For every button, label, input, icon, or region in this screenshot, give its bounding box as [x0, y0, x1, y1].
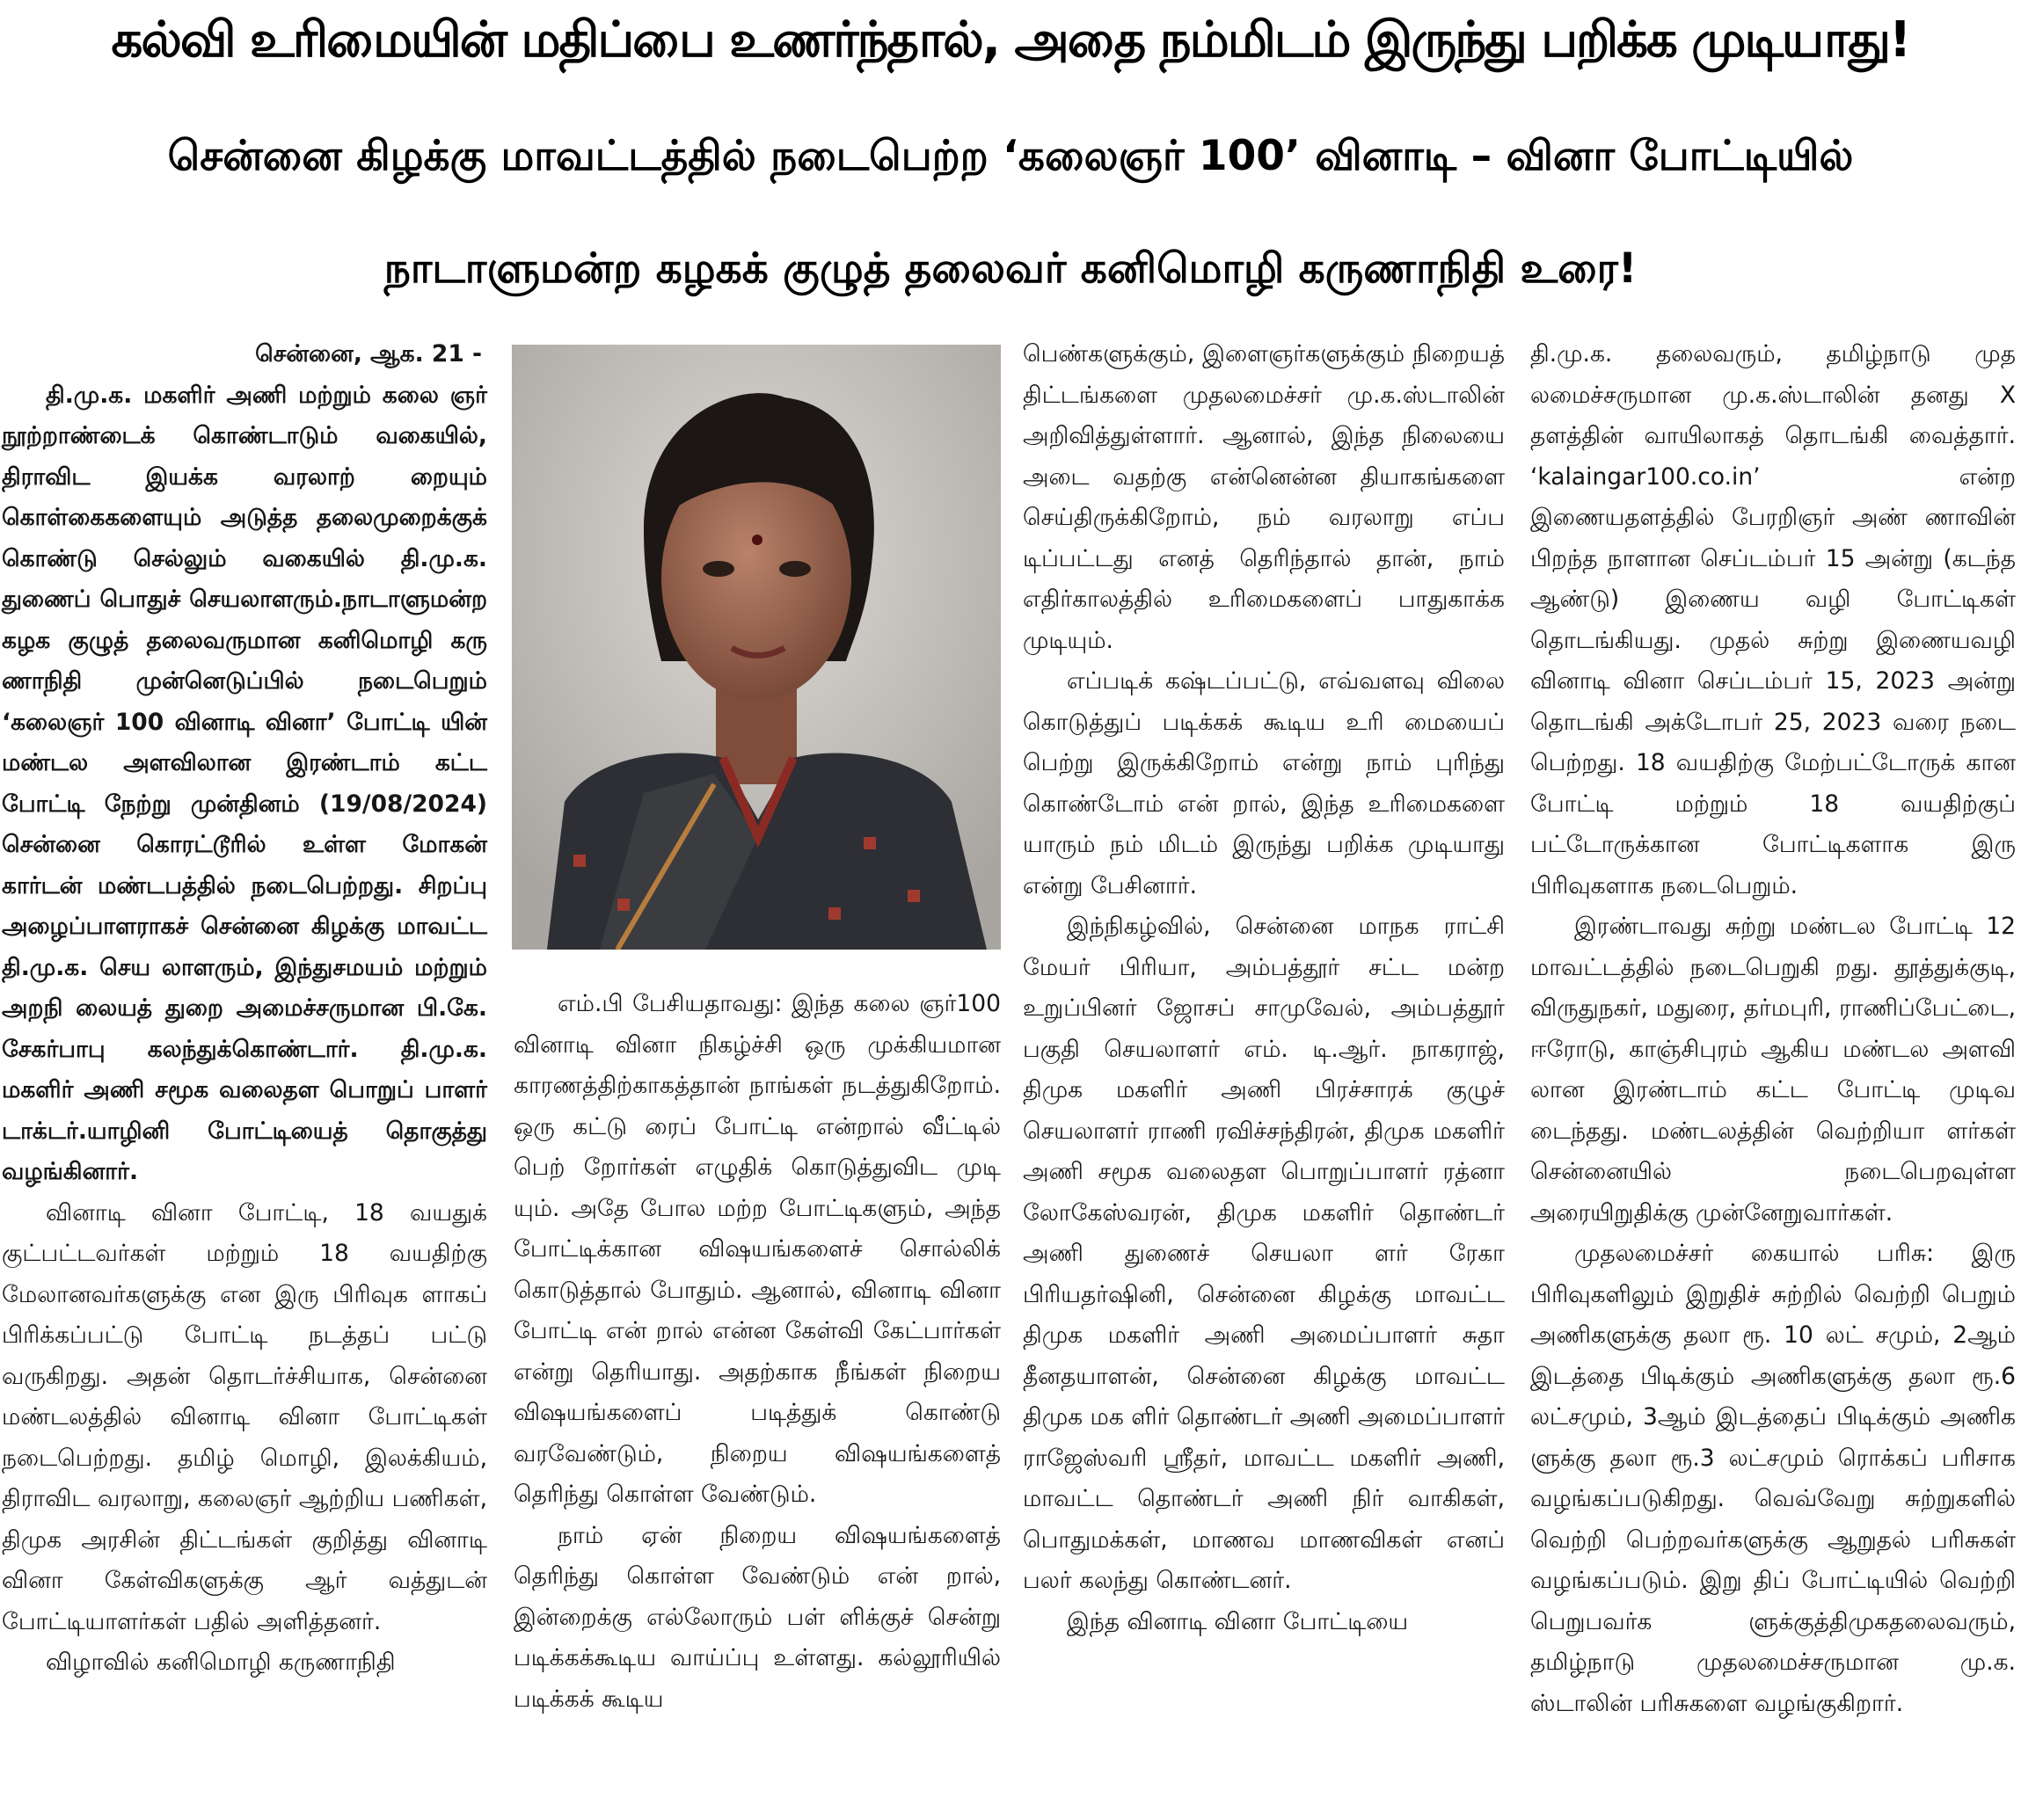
article-column-2 [514, 984, 1001, 1720]
paragraph: தி.மு.க. தலைவரும், தமிழ்நாடு முத லமைச்சருமான மு.க.ஸ்டாலின் தனது X தளத்தின் வாயிலாகத் தொடங்கி வைத்தார். ‘kalaingar100.co.in’ என்ற இணையதளத்தில் பேரறிஞர் அண் ணாவின் பிறந்த நாளான செப்டம்பர் 15 அன்று (கடந்த ஆண்டு) இணைய வழி போட்டிகள் தொடங்கியது. முதல் சுற்று இணையவழி வினாடி வினா செப்டம்பர் 15, 2023 அன்று தொடங்கி அக்டோபர் 25, 2023 வரை நடை பெற்றது. 18 வயதிற்கு மேற்பட்டோருக் கான போட்டி மற்றும் 18 வயதிற்குப் பட்டோருக்கான போட்டிகளாக இரு பிரிவுகளாக நடைபெறும். [1530, 340, 2016, 899]
article-column-1 [2, 334, 487, 1684]
paragraph: முதலமைச்சர் கையால் பரிசு: இரு பிரிவுகளிலும் இறுதிச் சுற்றில் வெற்றி பெறும் அணிகளுக்கு தலா ரூ. 10 லட் சமும், 2ஆம் இடத்தை பிடிக்கும் அணிகளுக்கு தலா ரூ.6 லட்சமும், 3ஆம் இடத்தைப் பிடிக்கும் அணிக ளுக்கு தலா ரூ.3 லட்சமும் ரொக்கப் பரிசாக வழங்கப்படுகிறது. வெவ்வேறு சுற்றுகளில் வெற்றி பெற்றவர்களுக்கு ஆறுதல் பரிசுகள் வழங்கப்படும். இறு திப் போட்டியில் வெற்றி பெறுபவர்க ளுக்குத்திமுகதலைவரும், தமிழ்நாடு முதலமைச்சருமான மு.க. ஸ்டாலின் பரிசுகளை வழங்குகிறார். [1530, 1240, 2016, 1717]
article-column-4 [1530, 334, 2016, 1724]
paragraph: இந்த வினாடி வினா போட்டியை [1067, 1607, 1409, 1635]
lead-paragraph: தி.மு.க. மகளிர் அணி மற்றும் கலை ஞர் நூற்றாண்டைக் கொண்டாடும் வகையில், திராவிட இயக்க வரலாற் றையும் கொள்கைகளையும் அடுத்த தலைமுறைக்குக் கொண்டு செல்லும் வகையில் தி.மு.க. துணைப் பொதுச் செயலாளரும்.நாடாளுமன்ற கழக குழுத் தலைவருமான கனிமொழி கரு ணாநிதி முன்னெடுப்பில் நடைபெறும் ‘கலைஞர் 100 வினாடி வினா’ போட்டி யின் மண்டல அளவிலான இரண்டாம் கட்ட போட்டி நேற்று முன்தினம் (19/08/2024) சென்னை கொரட்டூரில் உள்ள மோகன் கார்டன் மண்டபத்தில் நடைபெற்றது. சிறப்பு அழைப்பாளராகச் சென்னை கிழக்கு மாவட்ட தி.மு.க. செய லாளரும், இந்துசமயம் மற்றும் அறநி லையத் துறை அமைச்சருமான பி.கே. சேகர்பாபு கலந்துக்கொண்டார். தி.மு.க. மகளிர் அணி சமூக வலைதள பொறுப் பாளர் டாக்டர்.யாழினி போட்டியைத் தொகுத்து வழங்கினார். [2, 381, 487, 1185]
speaker-photo [512, 345, 1001, 950]
paragraph: வினாடி வினா போட்டி, 18 வயதுக் குட்பட்டவர்கள் மற்றும் 18 வயதிற்கு மேலானவர்களுக்கு என இரு பிரிவுக ளாகப் பிரிக்கப்பட்டு போட்டி நடத்தப் பட்டு வருகிறது. அதன் தொடர்ச்சியாக, சென்னை மண்டலத்தில் வினாடி வினா போட்டிகள் நடைபெற்றது. தமிழ் மொழி, இலக்கியம், திராவிட வரலாறு, கலைஞர் ஆற்றிய பணிகள், திமுக அரசின் திட்டங்கள் குறித்து வினாடி வினா கேள்விகளுக்கு ஆர் வத்துடன் போட்டியாளர்கள் பதில் அளித்தனர். [2, 1198, 487, 1635]
subheadline-2: நாடாளுமன்ற கழகக் குழுத் தலைவர் கனிமொழி கருணாநிதி உரை! [383, 244, 1638, 293]
article-column-3 [1023, 334, 1505, 1642]
dateline: சென்னை, ஆக. 21 - [255, 340, 482, 368]
portrait-illustration [512, 345, 1001, 950]
subheadline-1: சென்னை கிழக்கு மாவட்டத்தில் நடைபெற்ற ‘கலைஞர் 100’ வினாடி – வினா போட்டியில் [167, 132, 1854, 180]
paragraph: பெண்களுக்கும், இளைஞர்களுக்கும் நிறையத் திட்டங்களை முதலமைச்சர் மு.க.ஸ்டாலின் அறிவித்துள்ளார். ஆனால், இந்த நிலையை அடை வதற்கு என்னென்ன தியாகங்களை செய்திருக்கிறோம், நம் வரலாறு எப்ப டிப்பட்டது எனத் தெரிந்தால் தான், நாம் எதிர்காலத்தில் உரிமைகளைப் பாதுகாக்க முடியும். [1023, 340, 1505, 654]
headline: கல்வி உரிமையின் மதிப்பை உணர்ந்தால், அதை நம்மிடம் இருந்து பறிக்க முடியாது! [111, 11, 1910, 69]
paragraph: இந்நிகழ்வில், சென்னை மாநக ராட்சி மேயர் பிரியா, அம்பத்தூர் சட்ட மன்ற உறுப்பினர் ஜோசப் சாமுவேல், அம்பத்தூர் பகுதி செயலாளர் எம். டி.ஆர். நாகராஜ், திமுக மகளிர் அணி பிரச்சாரக் குழுச் செயலாளர் ராணி ரவிச்சந்திரன், திமுக மகளிர் அணி சமூக வலைதள பொறுப்பாளர் ரத்னா லோகேஸ்வரன், திமுக மகளிர் தொண்டர் அணி துணைச் செயலா ளர் ரேகா பிரியதர்ஷினி, சென்னை கிழக்கு மாவட்ட திமுக மகளிர் அணி அமைப்பாளர் சுதா தீனதயாளன், சென்னை கிழக்கு மாவட்ட திமுக மக ளிர் தொண்டர் அணி அமைப்பாளர் ராஜேஸ்வரி ஸ்ரீதர், மாவட்ட மகளிர் அணி, மாவட்ட தொண்டர் அணி நிர் வாகிகள், பொதுமக்கள், மாணவ மாணவிகள் எனப் பலர் கலந்து கொண்டனர். [1023, 913, 1505, 1594]
paragraph: எம்.பி பேசியதாவது: இந்த கலை ஞர்100 வினாடி வினா நிகழ்ச்சி ஒரு முக்கியமான காரணத்திற்காகத்தான் நாங்கள் நடத்துகிறோம். ஒரு கட்டு ரைப் போட்டி என்றால் வீட்டில் பெற் றோர்கள் எழுதிக் கொடுத்துவிட முடி யும். அதே போல மற்ற போட்டிகளும், அந்த போட்டிக்கான விஷயங்களைச் சொல்லிக் கொடுத்தால் போதும். ஆனால், வினாடி வினா போட்டி என் றால் என்ன கேள்வி கேட்பார்கள் என்று தெரியாது. அதற்காக நீங்கள் நிறைய விஷயங்களைப் படித்துக் கொண்டு வரவேண்டும், நிறைய விஷயங்களைத் தெரிந்து கொள்ள வேண்டும். [514, 990, 1001, 1508]
paragraph: நாம் ஏன் நிறைய விஷயங்களைத் தெரிந்து கொள்ள வேண்டும் என் றால், இன்றைக்கு எல்லோரும் பள் ளிக்குச் சென்று படிக்கக்கூடிய வாய்ப்பு உள்ளது. கல்லூரியில் படிக்கக் கூடிய [514, 1521, 1001, 1713]
paragraph: இரண்டாவது சுற்று மண்டல போட்டி 12 மாவட்டத்தில் நடைபெறுகி றது. தூத்துக்குடி, விருதுநகர், மதுரை, தர்மபுரி, ராணிப்பேட்டை, ஈரோடு, காஞ்சிபுரம் ஆகிய மண்டல அளவி லான இரண்டாம் கட்ட போட்டி முடிவ டைந்தது. மண்டலத்தின் வெற்றியா ளர்கள் சென்னையில் நடைபெறவுள்ள அரையிறுதிக்கு முன்னேறுவார்கள். [1530, 913, 2016, 1227]
paragraph: விழாவில் கனிமொழி கருணாநிதி [46, 1649, 396, 1676]
paragraph: எப்படிக் கஷ்டப்பட்டு, எவ்வளவு விலை கொடுத்துப் படிக்கக் கூடிய உரி மையைப் பெற்று இருக்கிறோம் என்று நாம் புரிந்து கொண்டோம் என் றால், இந்த உரிமைகளை யாரும் நம் மிடம் இருந்து பறிக்க முடியாது என்று பேசினார். [1023, 667, 1505, 899]
